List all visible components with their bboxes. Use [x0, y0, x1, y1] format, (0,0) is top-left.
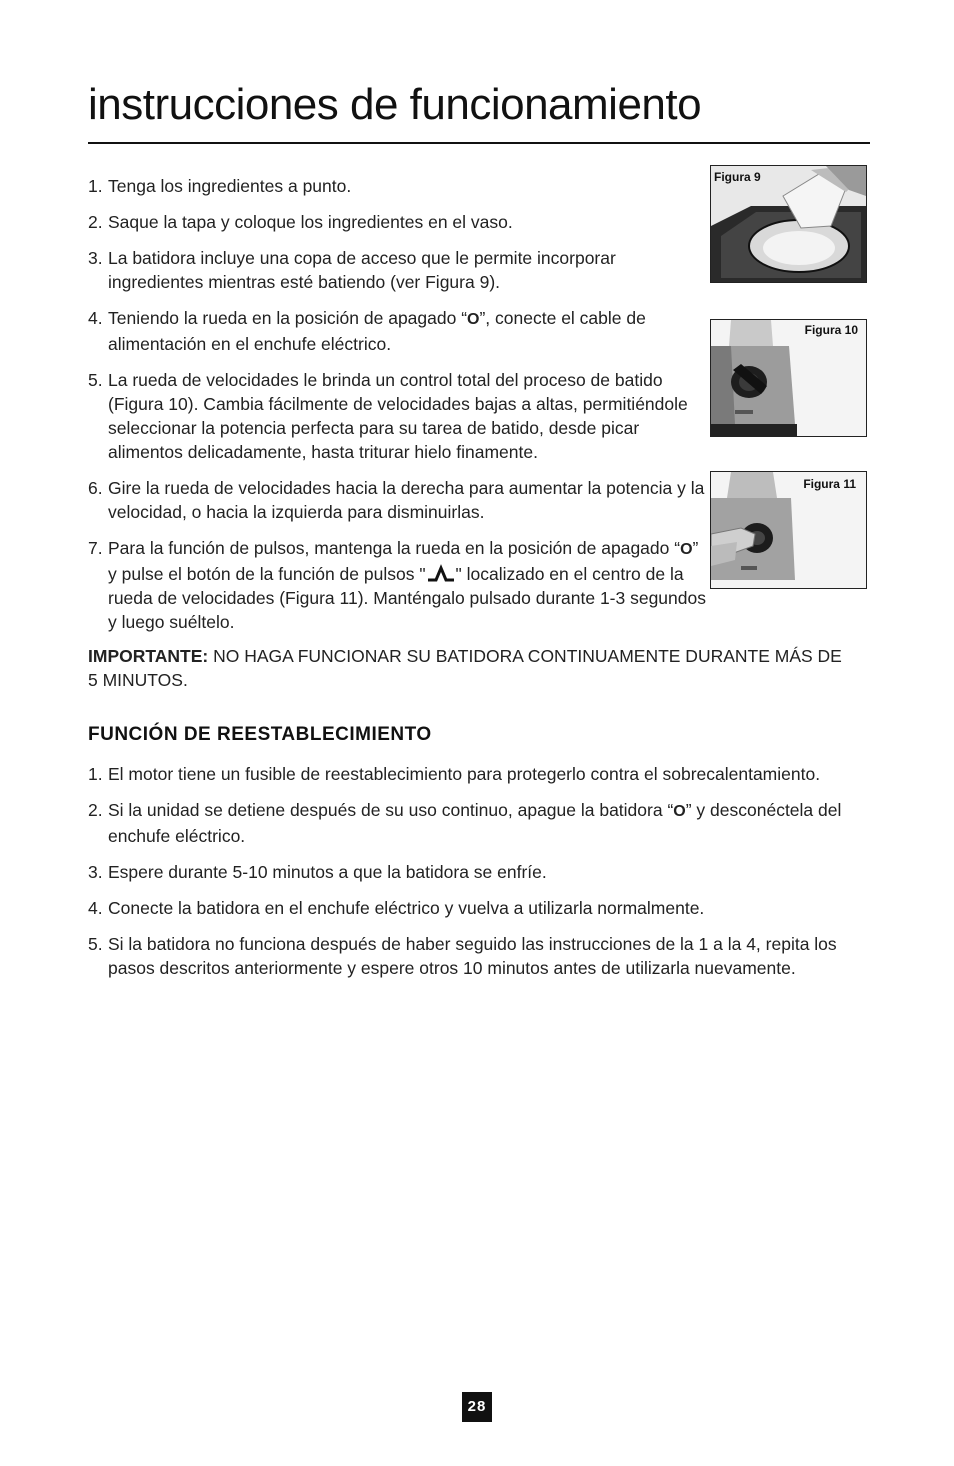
important-text: NO HAGA FUNCIONAR SU BATIDORA CONTINUAMENTE DURANTE MÁS DE 5 MINUTOS.	[88, 646, 842, 690]
item-number: 7.	[88, 538, 103, 558]
list-item	[88, 798, 872, 848]
item-text: ”, conecte el cable de alimentación en el enchufe eléctrico.	[108, 308, 646, 354]
item-number: 2.	[88, 212, 103, 232]
item-text: ” y desconéctela del enchufe eléctrico.	[108, 800, 842, 846]
list-item	[88, 368, 708, 464]
off-symbol: O	[467, 311, 480, 328]
item-text: ” y pulse el botón de la función de pulsos "	[108, 538, 699, 584]
item-number: 5.	[88, 370, 103, 390]
figure-label: Figura 11	[803, 477, 856, 491]
figure-11	[710, 471, 867, 589]
item-number: 5.	[88, 934, 103, 954]
figure-label: Figura 9	[714, 170, 761, 184]
off-symbol: O	[680, 541, 693, 558]
list-item	[88, 306, 708, 356]
figure-10	[710, 319, 867, 437]
item-text: El motor tiene un fusible de reestablecimiento para protegerlo contra el sobrecalentamiento.	[108, 764, 821, 784]
item-text: Conecte la batidora en el enchufe eléctrico y vuelva a utilizarla normalmente.	[108, 898, 705, 918]
list-item	[88, 896, 872, 920]
list-item	[88, 210, 708, 234]
figure-label: Figura 10	[804, 323, 858, 337]
operating-steps-list	[88, 174, 708, 646]
item-text: Si la unidad se detiene después de su uso continuo, apague la batidora “	[108, 800, 674, 820]
page-number: 28	[462, 1392, 492, 1422]
item-text: Teniendo la rueda en la posición de apagado “	[108, 308, 468, 328]
list-item	[88, 246, 708, 294]
figure-10-photo	[711, 320, 866, 436]
item-number: 6.	[88, 478, 103, 498]
reset-steps-list	[88, 762, 872, 992]
item-text: " localizado en el centro de la rueda de velocidades (Figura 11). Manténgalo pulsado durante 1-3 segundos y luego suéltelo.	[108, 564, 706, 632]
important-notice	[88, 644, 848, 692]
item-text: Para la función de pulsos, mantenga la rueda en la posición de apagado “	[108, 538, 681, 558]
item-text: Espere durante 5-10 minutos a que la batidora se enfríe.	[108, 862, 547, 882]
list-item	[88, 476, 708, 524]
list-item	[88, 174, 708, 198]
list-item	[88, 932, 872, 980]
pulse-icon	[426, 564, 456, 584]
list-item	[88, 536, 708, 634]
off-symbol: O	[673, 803, 686, 820]
item-number: 1.	[88, 764, 103, 784]
item-text: La batidora incluye una copa de acceso que le permite incorporar ingredientes mientras esté batiendo (ver Figura 9).	[108, 248, 616, 292]
item-number: 4.	[88, 898, 103, 918]
important-label: IMPORTANTE:	[88, 646, 209, 666]
item-number: 2.	[88, 800, 103, 820]
item-text: La rueda de velocidades le brinda un control total del proceso de batido (Figura 10). Cambia fácilmente de velocidades bajas a altas, permitiéndole seleccionar la potencia perfecta para su tarea de batido, desde picar alimentos delicadamente, hasta triturar hielo finamente.	[108, 370, 688, 462]
figure-9	[710, 165, 867, 283]
item-number: 4.	[88, 308, 103, 328]
item-text: Gire la rueda de velocidades hacia la derecha para aumentar la potencia y la velocidad, o hacia la izquierda para disminuirlas.	[108, 478, 705, 522]
item-text: Si la batidora no funciona después de haber seguido las instrucciones de la 1 a la 4, repita los pasos descritos anteriormente y espere otros 10 minutos antes de utilizarla nuevamente.	[108, 934, 837, 978]
item-number: 3.	[88, 862, 103, 882]
item-number: 3.	[88, 248, 103, 268]
list-item	[88, 860, 872, 884]
reset-section-heading: FUNCIÓN DE REESTABLECIMIENTO	[88, 724, 432, 745]
page-title: instrucciones de funcionamiento	[88, 80, 702, 129]
item-number: 1.	[88, 176, 103, 196]
list-item	[88, 762, 872, 786]
item-text: Saque la tapa y coloque los ingredientes en el vaso.	[108, 212, 513, 232]
item-text: Tenga los ingredientes a punto.	[108, 176, 352, 196]
title-divider	[88, 142, 870, 144]
